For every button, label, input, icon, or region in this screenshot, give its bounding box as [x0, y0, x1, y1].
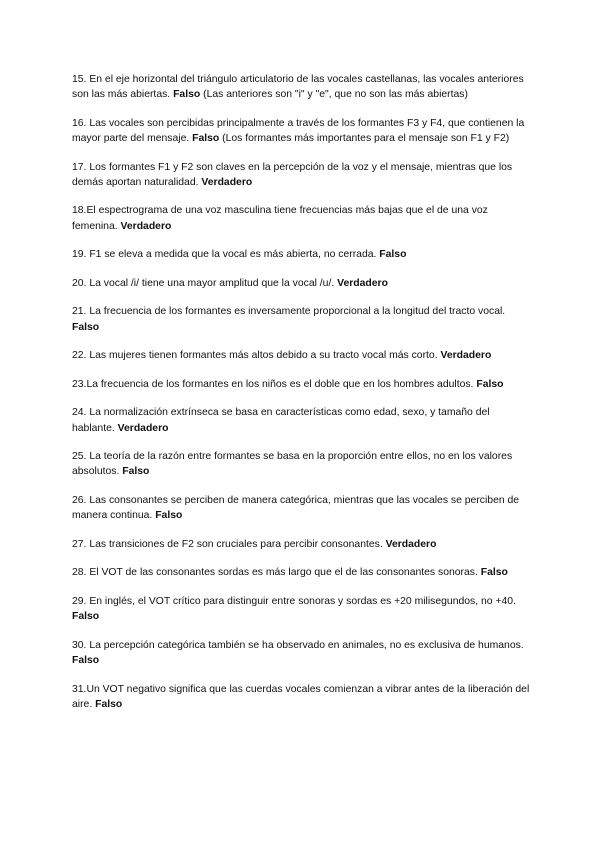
statement-text: 23.La frecuencia de los formantes en los niños es el doble que en los hombres adultos.: [72, 378, 477, 390]
statement-answer: Verdadero: [117, 422, 169, 434]
statement-note: (Los formantes más importantes para el mensaje son F1 y F2): [219, 133, 510, 144]
statement-list: [72, 72, 530, 712]
statement-item: [72, 72, 530, 102]
statement-answer: Falso: [173, 89, 201, 101]
statement-item: [72, 203, 530, 233]
statement-text: 18.El espectrograma de una voz masculina tiene frecuencias más bajas que el de una voz femenina.: [72, 205, 488, 232]
statement-answer: Falso: [72, 654, 100, 666]
statement-text: 16. Las vocales son percibidas principalmente a través de los formantes F3 y F4, que contienen la mayor parte del mensaje.: [72, 117, 525, 144]
statement-item: [72, 377, 530, 392]
statement-text: 20. La vocal /i/ tiene una mayor amplitud que la vocal /u/.: [72, 277, 338, 289]
statement-answer: Falso: [155, 510, 183, 522]
statement-answer: Falso: [122, 466, 150, 478]
statement-answer: Falso: [192, 133, 220, 144]
statement-answer: Verdadero: [337, 277, 388, 289]
statement-item: [72, 276, 530, 291]
statement-text: 17. Los formantes F1 y F2 son claves en la percepción de la voz y el mensaje, mientras que los demás aportan naturalidad.: [72, 161, 513, 188]
statement-item: [72, 537, 530, 552]
statement-text: 24. La normalización extrínseca se basa en características como edad, sexo, y tamaño del hablante.: [72, 407, 490, 434]
statement-item: [72, 449, 530, 479]
statement-text: 21. La frecuencia de los formantes es inversamente proporcional a la longitud del tracto vocal.: [72, 306, 506, 318]
statement-answer: Falso: [95, 698, 123, 710]
statement-text: 31.Un VOT negativo significa que las cuerdas vocales comienzan a vibrar antes de la liberación del aire.: [72, 683, 530, 710]
statement-text: 28. El VOT de las consonantes sordas es más largo que el de las consonantes sonoras.: [72, 567, 481, 579]
statement-item: [72, 160, 530, 190]
statement-answer: Verdadero: [201, 176, 253, 188]
statement-item: [72, 682, 530, 712]
statement-answer: Verdadero: [385, 538, 437, 550]
statement-item: [72, 247, 530, 262]
statement-item: [72, 348, 530, 363]
statement-item: [72, 304, 530, 334]
statement-text: 30. La percepción categórica también se ha observado en animales, no es exclusiva de humanos.: [72, 639, 524, 651]
statement-text: 29. En inglés, el VOT crítico para distinguir entre sonoras y sordas es +20 milisegundos, no +40.: [72, 595, 516, 607]
statement-text: 15. En el eje horizontal del triángulo articulatorio de las vocales castellanas, las vocales anteriores son las más abiertas.: [72, 74, 524, 101]
statement-answer: Falso: [476, 378, 504, 390]
statement-item: [72, 405, 530, 435]
statement-answer: Falso: [72, 611, 100, 623]
statement-item: [72, 565, 530, 580]
statement-text: 19. F1 se eleva a medida que la vocal es más abierta, no cerrada.: [72, 249, 380, 261]
statement-item: [72, 116, 530, 146]
statement-text: 27. Las transiciones de F2 son cruciales para percibir consonantes.: [72, 538, 386, 550]
statement-answer: Verdadero: [440, 350, 492, 362]
statement-answer: Falso: [379, 249, 407, 261]
statement-text: 26. Las consonantes se perciben de manera categórica, mientras que las vocales se perciben de manera continua.: [72, 494, 520, 522]
statement-item: [72, 638, 530, 668]
statement-item: [72, 493, 530, 523]
statement-answer: Falso: [480, 567, 508, 579]
statement-item: [72, 594, 530, 624]
statement-answer: Falso: [72, 321, 100, 333]
statement-text: 22. Las mujeres tienen formantes más altos debido a su tracto vocal más corto.: [72, 350, 441, 362]
statement-answer: Verdadero: [120, 220, 172, 232]
statement-text: 25. La teoría de la razón entre formantes se basa en la proporción entre ellos, no en los valores absolutos.: [72, 451, 513, 478]
statement-note: (Las anteriores son "i" y "e", que no son las más abiertas): [200, 89, 468, 101]
